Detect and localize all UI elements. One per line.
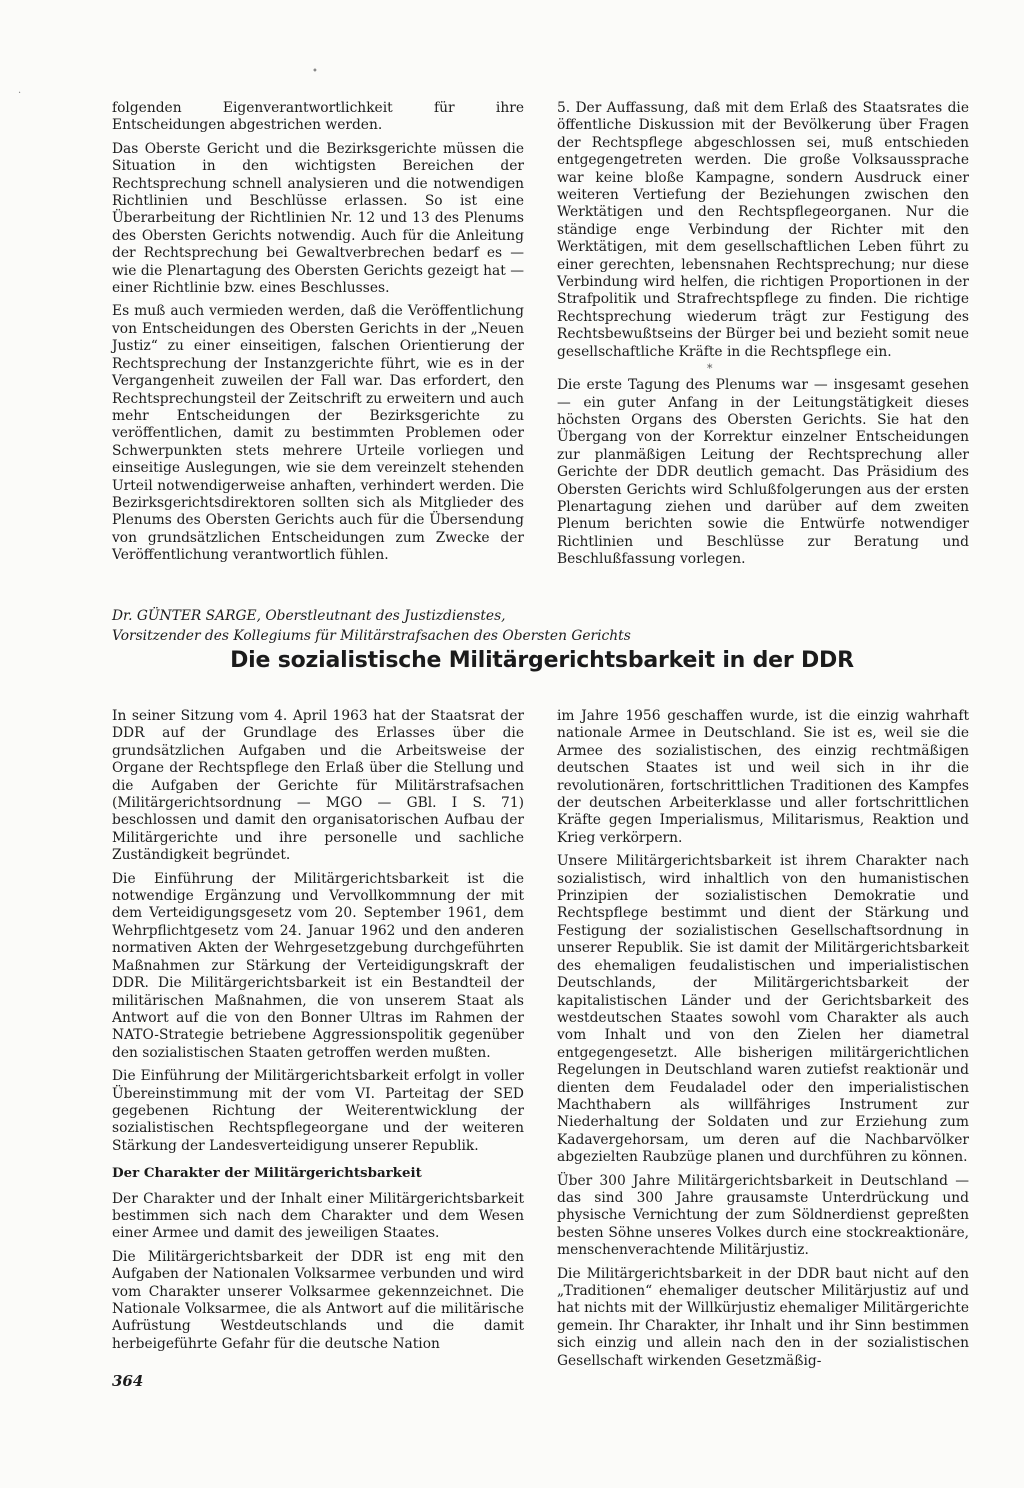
paragraph: Die Einführung der Militärgerichtsbarkeit erfolgt in voller Übereinstimmung mit der vom VI. Parteitag der SED gegebenen Richtung der Weiterentwicklung der sozialistischen Rechtspflegeorgane und der weiteren Stärkung der Landesverteidigung unserer Republik. bbox=[112, 1068, 524, 1154]
scan-speck: • bbox=[312, 66, 318, 77]
paragraph: Der Charakter und der Inhalt einer Militärgerichtsbarkeit bestimmen sich nach dem Charakter und dem Wesen einer Armee und damit des jeweiligen Staates. bbox=[112, 1190, 524, 1242]
article-title: Die sozialistische Militärgerichtsbarkeit in der DDR bbox=[230, 648, 854, 673]
paragraph: Über 300 Jahre Militärgerichtsbarkeit in Deutschland — das sind 300 Jahre grausamste Unterdrückung und physische Vernichtung der zum Söldnerdienst gepreßten besten Söhne unseres Volkes durch eine stockreaktionäre, menschenverachtende Militärjustiz. bbox=[557, 1172, 969, 1259]
column-bottom-right bbox=[557, 708, 969, 1376]
paragraph: Die Einführung der Militärgerichtsbarkeit ist die notwendige Ergänzung und Vervollkommnung der mit dem Verteidigungsgesetz vom 20. September 1961, dem Wehrpflichtgesetz vom 24. Januar 1962 und den anderen normativen Akten der Wehrgesetzgebung durchgeführten Maßnahmen zur Stärkung der Verteidigungskraft der DDR. Die Militärgerichtsbarkeit ist ein Bestandteil der militärischen Maßnahmen, die von unserem Staat als Antwort auf die von den Bonner Ultras im Rahmen der NATO-Strategie betriebene Aggressionspolitik gegenüber den sozialistischen Staaten getroffen werden mußten. bbox=[112, 870, 524, 1061]
paragraph: folgenden Eigenverantwortlichkeit für ihre Entscheidungen abgestrichen werden. bbox=[112, 100, 524, 134]
paragraph: Das Oberste Gericht und die Bezirksgerichte müssen die Situation in den wichtigsten Bereichen der Rechtsprechung schnell analysieren und die notwendigen Richtlinien und Beschlüsse erlassen. So ist eine Überarbeitung der Richtlinien Nr. 12 und 13 des Plenums des Obersten Gerichts notwendig. Auch für die Anleitung der Rechtsprechung bei Gewaltverbrechen bedarf es — wie die Plenartagung des Obersten Gerichts gezeigt hat — einer Richtlinie bzw. eines Beschlusses. bbox=[112, 140, 524, 297]
column-top-left bbox=[112, 100, 524, 571]
paragraph: Es muß auch vermieden werden, daß die Veröffentlichung von Entscheidungen des Obersten Gerichts in der „Neuen Justiz“ zu einer einseitigen, falschen Orientierung der Rechtsprechung der Instanzgerichte führt, wie es in der Vergangenheit zuweilen der Fall war. Das erfordert, den Rechtsprechungsteil der Zeitschrift zu erweitern und auch mehr Entscheidungen der Bezirksgerichte zu veröffentlichen, damit zu bestimmten Problemen oder Schwerpunkten stets mehrere Urteile vorliegen und einseitige Auslegungen, wie sie dem vereinzelt stehenden Urteil notwendigerweise anhaften, verhindert werden. Die Bezirksgerichtsdirektoren sollten sich als Mitglieder des Plenums des Obersten Gerichts auch für die Übersendung von grundsätzlichen Entscheidungen zum Zwecke der Veröffentlichung verantwortlich fühlen. bbox=[112, 303, 525, 564]
paragraph: im Jahre 1956 geschaffen wurde, ist die einzig wahrhaft nationale Armee in Deutschland. Sie ist es, weil sie die Armee des sozialistischen, des einzig rechtmäßigen deutschen Staates ist und weil sich in ihr die revolutionären, fortschrittlichen Traditionen des Kampfes der deutschen Arbeiterklasse und aller fortschrittlichen Kräfte gegen Imperialismus, Militarismus, Reaktion und Krieg verkörpern. bbox=[557, 708, 969, 846]
section-heading: Der Charakter der Militärgerichtsbarkeit bbox=[112, 1165, 422, 1182]
scan-speck: · bbox=[18, 88, 22, 99]
paragraph: Die erste Tagung des Plenums war — insgesamt gesehen — ein guter Anfang in der Leitungstätigkeit dieses höchsten Organs des Obersten Gerichts. Sie hat den Übergang von der Korrektur einzelner Entscheidungen zur planmäßigen Leitung der Rechtsprechung aller Gerichte der DDR deutlich gemacht. Das Präsidium des Obersten Gerichts wird Schlußfolgerungen aus der ersten Plenartagung ziehen und darüber auf dem zweiten Plenum berichten sowie die Entwürfe notwendiger Richtlinien und Beschlüsse zur Beratung und Beschlußfassung vorlegen. bbox=[557, 377, 969, 568]
page-number: 364 bbox=[112, 1372, 144, 1390]
paragraph: Unsere Militärgerichtsbarkeit ist ihrem Charakter nach sozialistisch, wird inhaltlich von den humanistischen Prinzipien der sozialistischen Demokratie und Rechtspflege bestimmt und dient der Stärkung und Festigung der sozialistischen Gesellschaftsordnung in unserer Republik. Sie ist damit der Militärgerichtsbarkeit des ehemaligen feudalistischen und imperialistischen Deutschlands, der Militärgerichtsbarkeit der kapitalistischen Länder und der Gerichtsbarkeit des westdeutschen Staates sowohl vom Charakter als auch vom Inhalt und von den Zielen her diametral entgegengesetzt. Alle bisherigen militärgerichtlichen Regelungen in Deutschland waren zutiefst reaktionär und dienten dem Feudaladel oder den imperialistischen Machthabern als willfähriges Instrument zur Niederhaltung der Soldaten und zur Erziehung zum Kadavergehorsam, um deren auf die Nachbarvölker abgezielten Raubzüge planen und durchführen zu können. bbox=[557, 853, 969, 1166]
paragraph: 5. Der Auffassung, daß mit dem Erlaß des Staatsrates die öffentliche Diskussion mit der Bevölkerung über Fragen der Rechtspflege abgeschlossen sei, muß entschieden entgegengetreten werden. Die große Volksaussprache war keine bloße Kampagne, sondern Ausdruck einer weiteren Vertiefung der Beziehungen zwischen den Werktätigen und den Rechtspflegeorganen. Nur die ständige enge Verbindung der Richter mit den Werktätigen, mit dem gesellschaftlichen Leben führt zu einer gerechten, lebensnahen Rechtsprechung; nur diese Verbindung wird helfen, die richtigen Proportionen in der Strafpolitik und Strafrechtspflege zu finden. Die richtige Rechtsprechung wiederum trägt zur Festigung des Rechtsbewußtseins der Bürger bei und bezieht somit neue gesellschaftliche Kräfte in die Rechtspflege ein. bbox=[557, 100, 969, 360]
section-separator: * bbox=[707, 362, 773, 376]
author-byline bbox=[112, 606, 972, 646]
paragraph: Die Militärgerichtsbarkeit der DDR ist eng mit den Aufgaben der Nationalen Volksarmee verbunden und wird vom Charakter unserer Volksarmee gekennzeichnet. Die Nationale Volksarmee, die als Antwort auf die militärische Aufrüstung Westdeutschlands und die damit herbeigeführte Gefahr für die deutsche Nation bbox=[112, 1248, 524, 1352]
paragraph: Die Militärgerichtsbarkeit in der DDR baut nicht auf den „Traditionen“ ehemaliger deutscher Militärjustiz auf und hat nichts mit der Willkürjustiz ehemaliger Militärgerichte gemein. Ihr Charakter, ihr Inhalt und ihr Sinn bestimmen sich einzig und allein nach den in der sozialistischen Gesellschaft wirkenden Gesetzmäßig- bbox=[557, 1265, 969, 1369]
column-top-right bbox=[557, 100, 969, 575]
paragraph: In seiner Sitzung vom 4. April 1963 hat der Staatsrat der DDR auf der Grundlage des Erlasses über die grundsätzlichen Aufgaben und die Arbeitsweise der Organe der Rechtspflege den Erlaß über die Stellung und die Aufgaben der Gerichte für Militärstrafsachen (Militärgerichtsordnung — MGO — GBl. I S. 71) beschlossen und damit den organisatorischen Aufbau der Militärgerichte und ihre personelle und sachliche Zuständigkeit begründet. bbox=[112, 708, 524, 864]
column-bottom-left bbox=[112, 708, 524, 1359]
author-name: Dr. GÜNTER SARGE, Oberstleutnant des Justizdienstes, bbox=[112, 608, 506, 624]
author-position: Vorsitzender des Kollegiums für Militärstrafsachen des Obersten Gerichts bbox=[112, 628, 631, 644]
